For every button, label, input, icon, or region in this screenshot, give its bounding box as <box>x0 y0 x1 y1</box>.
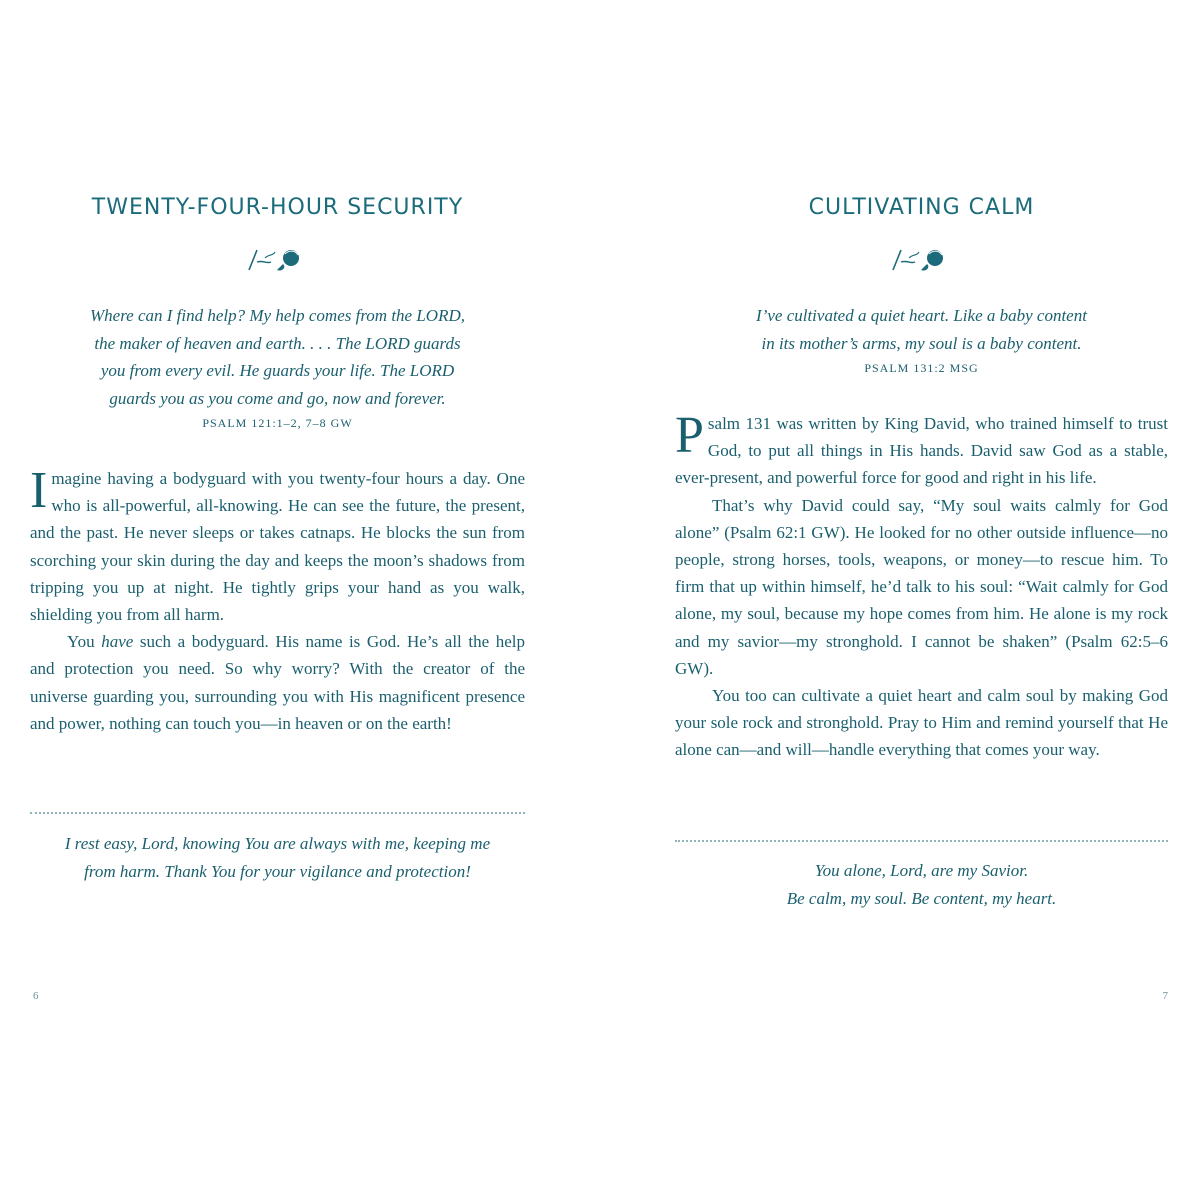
epigraph-line: I’ve cultivated a quiet heart. Like a baby content <box>756 306 1087 325</box>
left-page <box>30 0 525 1200</box>
page-title: TWENTY-FOUR-HOUR SECURITY <box>91 195 464 220</box>
scripture-epigraph <box>30 302 525 434</box>
rose-flourish-icon <box>887 240 957 276</box>
right-page <box>675 0 1168 1200</box>
body-paragraph <box>30 628 525 737</box>
paragraph-text: You <box>67 632 102 652</box>
epigraph-line: Where can I find help? My help comes from the LORD, <box>89 306 465 325</box>
drop-cap: I <box>30 462 48 519</box>
body-paragraph <box>675 407 1168 492</box>
emphasis-word: have <box>101 632 134 652</box>
epigraph-line: guards you as you come and go, now and forever. <box>109 388 446 408</box>
scripture-reference: PSALM 131:2 MSG <box>864 361 979 375</box>
paragraph-text: salm 131 was written by King David, who trained himself to trust God, to put all things in His hands. David saw God as a stable, ever-present, and powerful force for good and right in his life. <box>675 414 1168 488</box>
dotted-divider <box>30 812 525 814</box>
epigraph-line: in its mother’s arms, my soul is a baby content. <box>761 333 1082 353</box>
prayer-line: You alone, Lord, are my Savior. <box>814 861 1029 880</box>
epigraph-line: the maker of heaven and earth. . . . The LORD guards <box>94 333 461 353</box>
page-number: 6 <box>33 990 39 1002</box>
rose-flourish-icon <box>243 240 313 276</box>
scripture-epigraph <box>675 302 1168 379</box>
closing-prayer <box>675 857 1168 913</box>
body-paragraph <box>30 462 525 628</box>
page-title: CULTIVATING CALM <box>808 195 1035 220</box>
devotional-body <box>675 407 1168 764</box>
body-paragraph: That’s why David could say, “My soul waits calmly for God alone” (Psalm 62:1 GW). He looked for no other outside influence—no people, strong horses, tools, weapons, or money—to rescue him. To firm that up within himself, he’d talk to his soul: “Wait calmly for God alone, my soul, because my hope comes from him. He alone is my rock and my savior—my stronghold. I cannot be shaken” (Psalm 62:5–6 GW). <box>675 495 1168 678</box>
closing-prayer <box>30 830 525 886</box>
paragraph-text: such a bodyguard. His name is God. He’s all the help and protection you need. So why worry? With the creator of the universe guarding you, surrounding you with His magnificent presence and power, nothing can touch you—in heaven or on the earth! <box>30 632 526 733</box>
epigraph-line: you from every evil. He guards your life. The LORD <box>100 361 455 380</box>
page-number: 7 <box>1162 990 1168 1002</box>
drop-cap: P <box>675 407 704 464</box>
paragraph-text: magine having a bodyguard with you twenty-four hours a day. One who is all-powerful, all-knowing. He can see the future, the present, and the past. He never sleeps or takes catnaps. He blocks the sun from scorching your skin during the day and keeps the moon’s shadows from tripping you up at night. He tightly grips your hand as you walk, shielding you from all harm. <box>30 469 525 625</box>
prayer-line: Be calm, my soul. Be content, my heart. <box>786 889 1057 908</box>
devotional-body <box>30 462 526 737</box>
scripture-reference: PSALM 121:1–2, 7–8 GW <box>202 416 353 430</box>
prayer-line: I rest easy, Lord, knowing You are always with me, keeping me <box>64 834 491 853</box>
dotted-divider <box>675 840 1168 842</box>
body-paragraph: You too can cultivate a quiet heart and calm soul by making God your sole rock and stronghold. Pray to Him and remind yourself that He alone can—and will—handle everything that comes your way. <box>675 686 1168 760</box>
prayer-line: from harm. Thank You for your vigilance and protection! <box>84 862 471 881</box>
